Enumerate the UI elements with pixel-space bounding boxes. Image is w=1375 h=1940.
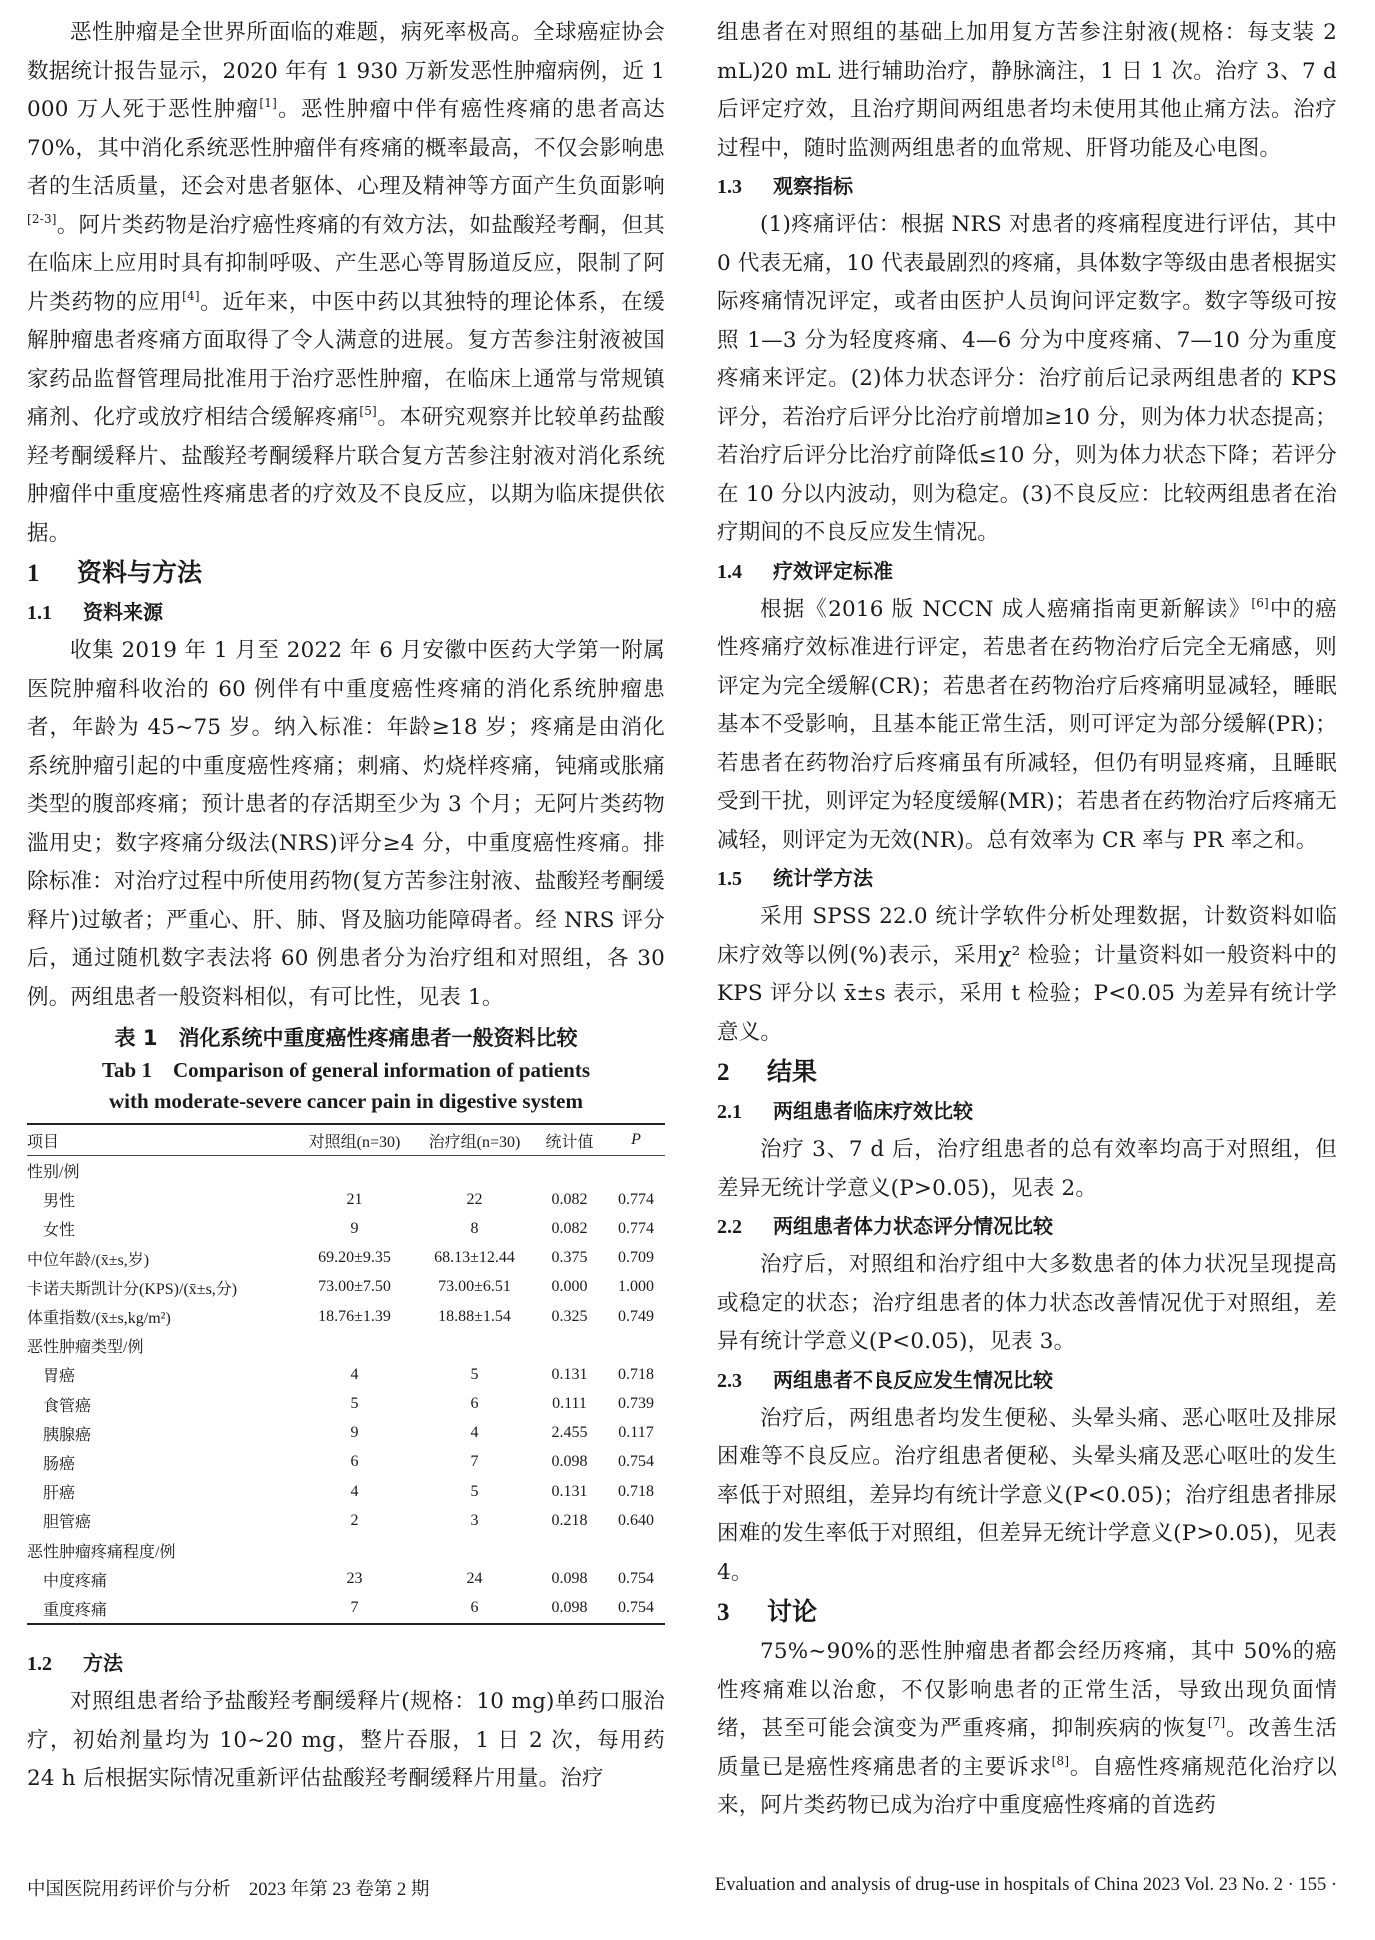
cell-stat: 0.082: [551, 1219, 588, 1237]
table-row: [27, 1302, 665, 1331]
cell-treatment: 3: [470, 1511, 479, 1529]
cell-p: [607, 1535, 665, 1564]
subsection-heading: 1.5 统计学方法: [717, 866, 873, 890]
cell-treatment: 4: [470, 1424, 479, 1442]
cell-control: [292, 1331, 417, 1360]
cell-control: 9: [350, 1219, 359, 1237]
cell-control: 23: [346, 1570, 363, 1588]
cell-item: 肝癌: [43, 1485, 76, 1503]
cell-control: 6: [350, 1453, 359, 1471]
table-body: [27, 1156, 665, 1625]
table-caption-en: Tab 1 Comparison of general information of patients: [101, 1058, 591, 1082]
table-row: [27, 1448, 665, 1477]
cell-p: 0.749: [618, 1307, 654, 1325]
table-row: [27, 1565, 665, 1594]
cell-stat: [532, 1156, 607, 1186]
cell-item: 中度疼痛: [43, 1572, 108, 1590]
table-general-info: [27, 1123, 665, 1625]
paragraph-statistics: 采用 SPSS 22.0 统计学软件分析处理数据，计数资料如临床疗效等以例(%)表示，采用χ² 检验；计量资料如一般资料中的 KPS 评分以 x̄±s 表示，采用 t 检验；P<0.05 为差异有统计学意义。: [717, 904, 1337, 1045]
cell-treatment: 6: [470, 1395, 479, 1413]
cell-stat: 0.098: [551, 1599, 588, 1617]
cell-treatment: 24: [466, 1570, 483, 1588]
cell-stat: 2.455: [551, 1424, 588, 1442]
table-row: [27, 1506, 665, 1535]
cell-p: 0.739: [618, 1395, 654, 1413]
table-row: [27, 1419, 665, 1448]
cell-stat: 0.218: [551, 1511, 588, 1529]
paragraph-discussion: 75%~90%的恶性肿瘤患者都会经历疼痛，其中 50%的癌性疼痛难以治愈，不仅影响患者的正常生活，导致出现负面情绪，甚至可能会演变为严重疼痛，抑制疾病的恢复[7]。改善生活质量已是癌性疼痛患者的主要诉求[8]。自癌性疼痛规范化治疗以来，阿片类药物已成为治疗中重度癌性疼痛的首选药: [717, 1639, 1337, 1818]
paragraph-result-adverse: 治疗后，两组患者均发生便秘、头晕头痛、恶心呕吐及排尿困难等不良反应。治疗组患者便秘、头晕头痛及恶心呕吐的发生率低于对照组，差异均有统计学意义(P<0.05)；治疗组患者排尿困难的发生率低于对照组，但差异无统计学意义(P>0.05)，见表 4。: [717, 1405, 1337, 1585]
table-caption-en: with moderate-severe cancer pain in digestive system: [109, 1089, 583, 1113]
citation: [6]: [1251, 595, 1269, 610]
cell-p: 0.774: [618, 1190, 654, 1208]
cell-p: 0.718: [618, 1482, 654, 1500]
section-heading: 3 讨论: [717, 1597, 818, 1626]
subsection-heading: 2.1 两组患者临床疗效比较: [717, 1099, 973, 1123]
cell-p: [607, 1331, 665, 1360]
cell-stat: 0.000: [551, 1278, 588, 1296]
cell-stat: 0.375: [551, 1249, 588, 1267]
cell-item: 重度疼痛: [43, 1601, 108, 1619]
subsection-heading: 1.4 疗效评定标准: [717, 558, 893, 583]
col-header-stat: 统计值: [545, 1133, 594, 1151]
cell-item: 男性: [43, 1193, 76, 1211]
cell-control: 18.76±1.39: [318, 1307, 391, 1325]
table-row: [27, 1244, 665, 1273]
cell-p: 0.774: [618, 1219, 654, 1237]
citation: [1]: [259, 96, 277, 110]
cell-control: 7: [350, 1599, 359, 1617]
col-header-item: 项目: [27, 1133, 60, 1151]
cell-stat: 0.082: [551, 1190, 588, 1208]
cell-stat: 0.111: [552, 1395, 587, 1413]
section-heading: 1 资料与方法: [27, 558, 203, 587]
cell-control: 73.00±7.50: [318, 1278, 391, 1296]
paragraph-method: 对照组患者给予盐酸羟考酮缓释片(规格：10 mg)单药口服治疗，初始剂量均为 10~20 mg，整片吞服，1 日 2 次，每用药 24 h 后根据实际情况重新评估盐酸羟考酮缓释片用量。治疗: [27, 1689, 665, 1791]
intro-paragraph: 恶性肿瘤是全世界所面临的难题，病死率极高。全球癌症协会数据统计报告显示，2020 年有 1 930 万新发恶性肿瘤病例，近 1 000 万人死于恶性肿瘤[1]。恶性肿瘤中伴有癌性疼痛的患者高达 70%，其中消化系统恶性肿瘤伴有疼痛的概率最高，不仅会影响患者的生活质量，还会对患者躯体、心理及精神等方面产生负面影响[2-3]。阿片类药物是治疗癌性疼痛的有效方法，如盐酸羟考酮，但其在临床上应用时具有抑制呼吸、产生恶心等胃肠道反应，限制了阿片类药物的应用[4]。近年来，中医中药以其独特的理论体系，在缓解肿瘤患者疼痛方面取得了令人满意的进展。复方苦参注射液被国家药品监督管理局批准用于治疗恶性肿瘤，在临床上通常与常规镇痛剂、化疗或放疗相结合缓解疼痛[5]。本研究观察并比较单药盐酸羟考酮缓释片、盐酸羟考酮缓释片联合复方苦参注射液对消化系统肿瘤伴中重度癌性疼痛患者的疗效及不良反应，以期为临床提供依据。: [27, 20, 666, 546]
cell-treatment: 68.13±12.44: [434, 1249, 515, 1267]
cell-item: 恶性肿瘤类型/例: [27, 1339, 144, 1357]
cell-treatment: 73.00±6.51: [438, 1278, 511, 1296]
cell-item: 胰腺癌: [43, 1426, 92, 1444]
table-row: [27, 1331, 665, 1360]
table-caption-cn: 表 1 消化系统中重度癌性疼痛患者一般资料比较: [114, 1026, 578, 1050]
cell-p: 1.000: [618, 1278, 654, 1296]
subsection-heading: 1.2 方法: [27, 1651, 123, 1675]
cell-stat: [532, 1535, 607, 1564]
citation: [4]: [182, 288, 200, 303]
cell-control: [292, 1156, 417, 1186]
cell-treatment: 5: [470, 1482, 479, 1500]
table-header-row: [27, 1124, 665, 1156]
table-row: [27, 1273, 665, 1302]
section-heading: 2 结果: [717, 1057, 818, 1086]
cell-control: 9: [350, 1424, 359, 1442]
cell-treatment: 18.88±1.54: [438, 1307, 511, 1325]
cell-item: 胆管癌: [43, 1514, 92, 1532]
cell-control: 2: [350, 1511, 359, 1529]
cell-p: 0.754: [618, 1570, 654, 1588]
paragraph-result-efficacy: 治疗 3、7 d 后，治疗组患者的总有效率均高于对照组，但差异无统计学意义(P>0.05)，见表 2。: [717, 1137, 1337, 1201]
cell-stat: 0.098: [551, 1453, 588, 1471]
paragraph-method-cont: 组患者在对照组的基础上加用复方苦参注射液(规格：每支装 2 mL)20 mL 进行辅助治疗，静脉滴注，1 日 1 次。治疗 3、7 d 后评定疗效，且治疗期间两组患者均未使用其他止痛方法。治疗过程中，随时监测两组患者的血常规、肝肾功能及心电图。: [717, 20, 1337, 161]
cell-item: 女性: [43, 1222, 76, 1240]
cell-p: 0.754: [618, 1453, 654, 1471]
cell-control: 69.20±9.35: [318, 1249, 391, 1267]
cell-p: 0.709: [618, 1249, 654, 1267]
left-column: [27, 0, 665, 1799]
paragraph-criteria: 根据《2016 版 NCCN 成人癌痛指南更新解读》[6]中的癌性疼痛疗效标准进行评定，若患者在药物治疗后完全无痛感，则评定为完全缓解(CR)；若患者在药物治疗后疼痛明显减轻，睡眠基本不受影响，且基本能正常生活，则可评定为部分缓解(PR)；若患者在药物治疗后疼痛虽有所减轻，但仍有明显疼痛，且睡眠受到干扰，则评定为轻度缓解(MR)；若患者在药物治疗后疼痛无减轻，则评定为无效(NR)。总有效率为 CR 率与 PR 率之和。: [717, 595, 1337, 853]
cell-treatment: 5: [470, 1365, 479, 1383]
table-row: [27, 1214, 665, 1243]
col-header-treatment: 治疗组(n=30): [428, 1133, 521, 1151]
table-row: [27, 1156, 665, 1186]
cell-item: 性别/例: [27, 1164, 80, 1182]
cell-control: 21: [346, 1190, 363, 1208]
cell-p: 0.117: [618, 1424, 654, 1442]
cell-control: 4: [350, 1365, 359, 1383]
col-header-control: 对照组(n=30): [308, 1133, 401, 1151]
subsection-heading: 1.3 观察指标: [717, 174, 853, 198]
cell-p: 0.718: [618, 1365, 654, 1383]
footer-journal-cn: 中国医院用药评价与分析 2023 年第 23 卷第 2 期: [27, 1880, 430, 1900]
citation: [2-3]: [27, 211, 57, 226]
table-row: [27, 1390, 665, 1419]
cell-treatment: 7: [470, 1453, 479, 1471]
cell-stat: 0.098: [551, 1570, 588, 1588]
cell-stat: 0.131: [551, 1365, 588, 1383]
cell-p: [607, 1156, 665, 1186]
cell-item: 体重指数/(x̄±s,kg/m²): [27, 1310, 171, 1328]
cell-treatment: [417, 1156, 532, 1186]
cell-treatment: 6: [470, 1599, 479, 1617]
cell-treatment: 8: [470, 1219, 479, 1237]
col-header-p: P: [631, 1131, 641, 1148]
citation: [8]: [1051, 1753, 1070, 1768]
cell-control: [292, 1535, 417, 1564]
table-row: [27, 1185, 665, 1214]
citation: [7]: [1207, 1715, 1226, 1729]
cell-stat: [532, 1331, 607, 1360]
cell-control: 4: [350, 1482, 359, 1500]
paragraph-observation: (1)疼痛评估：根据 NRS 对患者的疼痛程度进行评估，其中 0 代表无痛，10 代表最剧烈的疼痛，具体数字等级由患者根据实际疼痛情况评定，或者由医护人员询问评定数字。数字等级可按照 1—3 分为轻度疼痛、4—6 分为中度疼痛、7—10 分为重度疼痛来评定。(2)体力状态评分：治疗前后记录两组患者的 KPS 评分，若治疗后评分比治疗前增加≥10 分，则为体力状态提高；若治疗后评分比治疗前降低≤10 分，则为体力状态下降；若评分在 10 分以内波动，则为稳定。(3)不良反应：比较两组患者在治疗期间的不良反应发生情况。: [717, 212, 1337, 545]
cell-item: 肠癌: [43, 1455, 76, 1473]
cell-stat: 0.131: [551, 1482, 588, 1500]
cell-control: 5: [350, 1395, 359, 1413]
table-row: [27, 1477, 665, 1506]
paragraph-result-kps: 治疗后，对照组和治疗组中大多数患者的体力状况呈现提高或稳定的状态；治疗组患者的体力状态改善情况优于对照组，差异有统计学意义(P<0.05)，见表 3。: [717, 1252, 1337, 1354]
cell-treatment: 22: [466, 1190, 483, 1208]
table-row: [27, 1360, 665, 1389]
cell-p: 0.754: [618, 1599, 654, 1617]
cell-item: 胃癌: [43, 1368, 76, 1386]
subsection-heading: 1.1 资料来源: [27, 600, 163, 624]
right-column: [717, 0, 1337, 1826]
subsection-heading: 2.2 两组患者体力状态评分情况比较: [717, 1214, 1053, 1238]
paragraph-data-source: 收集 2019 年 1 月至 2022 年 6 月安徽中医药大学第一附属医院肿瘤科收治的 60 例伴有中重度癌性疼痛的消化系统肿瘤患者，年龄为 45~75 岁。纳入标准：年龄≥18 岁；疼痛是由消化系统肿瘤引起的中重度癌性疼痛；刺痛、灼烧样疼痛，钝痛或胀痛类型的腹部疼痛；预计患者的存活期至少为 3 个月；无阿片类药物滥用史；数字疼痛分级法(NRS)评分≥4 分，中重度癌性疼痛。排除标准：对治疗过程中所使用药物(复方苦参注射液、盐酸羟考酮缓释片)过敏者；严重心、肝、肺、肾及脑功能障碍者。经 NRS 评分后，通过随机数字表法将 60 例患者分为治疗组和对照组，各 30 例。两组患者一般资料相似，有可比性，见表 1。: [27, 638, 665, 1010]
cell-stat: 0.325: [551, 1307, 588, 1325]
cell-item: 恶性肿瘤疼痛程度/例: [27, 1543, 176, 1561]
citation: [5]: [359, 404, 377, 418]
table-row: [27, 1594, 665, 1624]
cell-item: 食管癌: [43, 1397, 92, 1415]
cell-treatment: [417, 1331, 532, 1360]
table-row: [27, 1535, 665, 1564]
subsection-heading: 2.3 两组患者不良反应发生情况比较: [717, 1367, 1053, 1392]
cell-item: 卡诺夫斯凯计分(KPS)/(x̄±s,分): [27, 1280, 238, 1298]
cell-treatment: [417, 1535, 532, 1564]
cell-item: 中位年龄/(x̄±s,岁): [27, 1251, 150, 1269]
cell-p: 0.640: [618, 1511, 654, 1529]
footer-journal-en: Evaluation and analysis of drug-use in hospitals of China 2023 Vol. 23 No. 2 · 155 ·: [714, 1875, 1337, 1895]
